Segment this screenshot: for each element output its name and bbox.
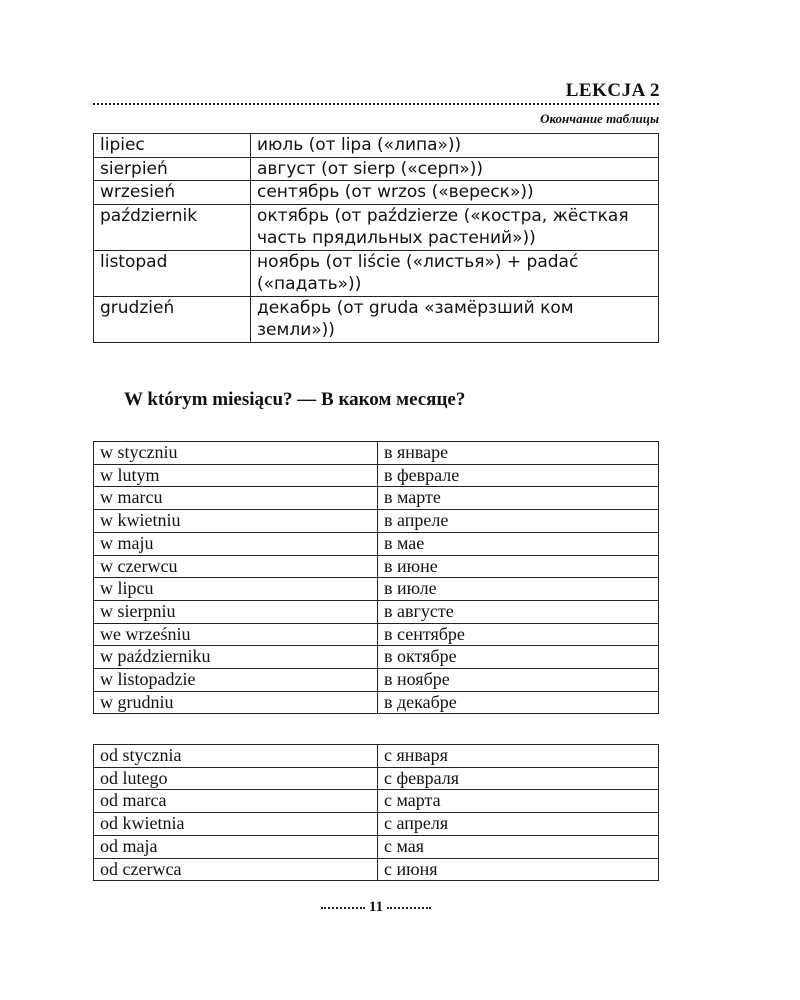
russian-phrase-cell: в марте [378, 487, 659, 510]
russian-phrase-cell: в сентябре [378, 623, 659, 646]
table-row [94, 464, 659, 487]
months-etymology-table [93, 133, 659, 343]
russian-phrase-cell: в апреле [378, 510, 659, 533]
table-row [94, 442, 659, 465]
russian-phrase-cell: с января [378, 745, 659, 768]
polish-phrase-cell: od kwietnia [94, 813, 378, 836]
from-months-table [93, 744, 659, 881]
table-row [94, 204, 659, 250]
polish-phrase-cell: w czerwcu [94, 555, 378, 578]
polish-phrase-cell: w kwietniu [94, 510, 378, 533]
dotted-leader-right [387, 907, 431, 909]
locative-months-table [93, 441, 659, 714]
table-row [94, 835, 659, 858]
table-row [94, 858, 659, 881]
russian-phrase-cell: в декабре [378, 691, 659, 714]
polish-phrase-cell: od stycznia [94, 745, 378, 768]
polish-phrase-cell: w październiku [94, 646, 378, 669]
table-row [94, 487, 659, 510]
russian-phrase-cell: в июне [378, 555, 659, 578]
polish-month-cell: listopad [94, 250, 251, 296]
polish-phrase-cell: w sierpniu [94, 600, 378, 623]
header-dotted-rule [93, 103, 659, 105]
russian-phrase-cell: с мая [378, 835, 659, 858]
polish-phrase-cell: w lipcu [94, 578, 378, 601]
russian-phrase-cell: в августе [378, 600, 659, 623]
table-row [94, 767, 659, 790]
table-row [94, 691, 659, 714]
russian-phrase-cell: в мае [378, 532, 659, 555]
table-continuation-note: Окончание таблицы [540, 111, 659, 126]
table-row [94, 813, 659, 836]
russian-translation-cell: декабрь (от gruda «замёрзший ком земли»)) [251, 296, 659, 342]
russian-phrase-cell: в ноябре [378, 669, 659, 692]
table-row [94, 510, 659, 533]
lesson-title: LEKCJA 2 [565, 80, 660, 101]
russian-translation-cell: июль (от lipa («липа»)) [251, 134, 659, 158]
table-row [94, 134, 659, 158]
russian-phrase-cell: с марта [378, 790, 659, 813]
russian-phrase-cell: в феврале [378, 464, 659, 487]
table-row [94, 646, 659, 669]
polish-phrase-cell: w maju [94, 532, 378, 555]
table-row [94, 250, 659, 296]
russian-phrase-cell: в январе [378, 442, 659, 465]
russian-translation-cell: август (от sierp («серп»)) [251, 157, 659, 181]
russian-phrase-cell: с апреля [378, 813, 659, 836]
table-row [94, 181, 659, 205]
page-number [0, 899, 752, 916]
polish-phrase-cell: w styczniu [94, 442, 378, 465]
russian-phrase-cell: с июня [378, 858, 659, 881]
table-row [94, 578, 659, 601]
russian-translation-cell: октябрь (от paździerze («костра, жёсткая часть прядильных растений»)) [251, 204, 659, 250]
table-row [94, 532, 659, 555]
polish-month-cell: lipiec [94, 134, 251, 158]
table-row [94, 555, 659, 578]
polish-month-cell: wrzesień [94, 181, 251, 205]
russian-phrase-cell: с февраля [378, 767, 659, 790]
table-row [94, 157, 659, 181]
polish-month-cell: sierpień [94, 157, 251, 181]
polish-month-cell: październik [94, 204, 251, 250]
table-row [94, 623, 659, 646]
table-row [94, 745, 659, 768]
polish-month-cell: grudzień [94, 296, 251, 342]
polish-phrase-cell: w grudniu [94, 691, 378, 714]
russian-translation-cell: сентябрь (от wrzos («вереск»)) [251, 181, 659, 205]
polish-phrase-cell: w lutym [94, 464, 378, 487]
table-row [94, 790, 659, 813]
russian-phrase-cell: в октябре [378, 646, 659, 669]
polish-phrase-cell: od lutego [94, 767, 378, 790]
dotted-leader-left [321, 907, 365, 909]
section-heading: W którym miesiącu? — В каком месяце? [124, 389, 466, 410]
polish-phrase-cell: w marcu [94, 487, 378, 510]
russian-translation-cell: ноябрь (от liście («листья») + padać («падать»)) [251, 250, 659, 296]
polish-phrase-cell: od marca [94, 790, 378, 813]
polish-phrase-cell: w listopadzie [94, 669, 378, 692]
polish-phrase-cell: we wrześniu [94, 623, 378, 646]
polish-phrase-cell: od czerwca [94, 858, 378, 881]
russian-phrase-cell: в июле [378, 578, 659, 601]
page-number-text: 11 [368, 899, 384, 915]
table-row [94, 600, 659, 623]
table-row [94, 296, 659, 342]
table-row [94, 669, 659, 692]
polish-phrase-cell: od maja [94, 835, 378, 858]
